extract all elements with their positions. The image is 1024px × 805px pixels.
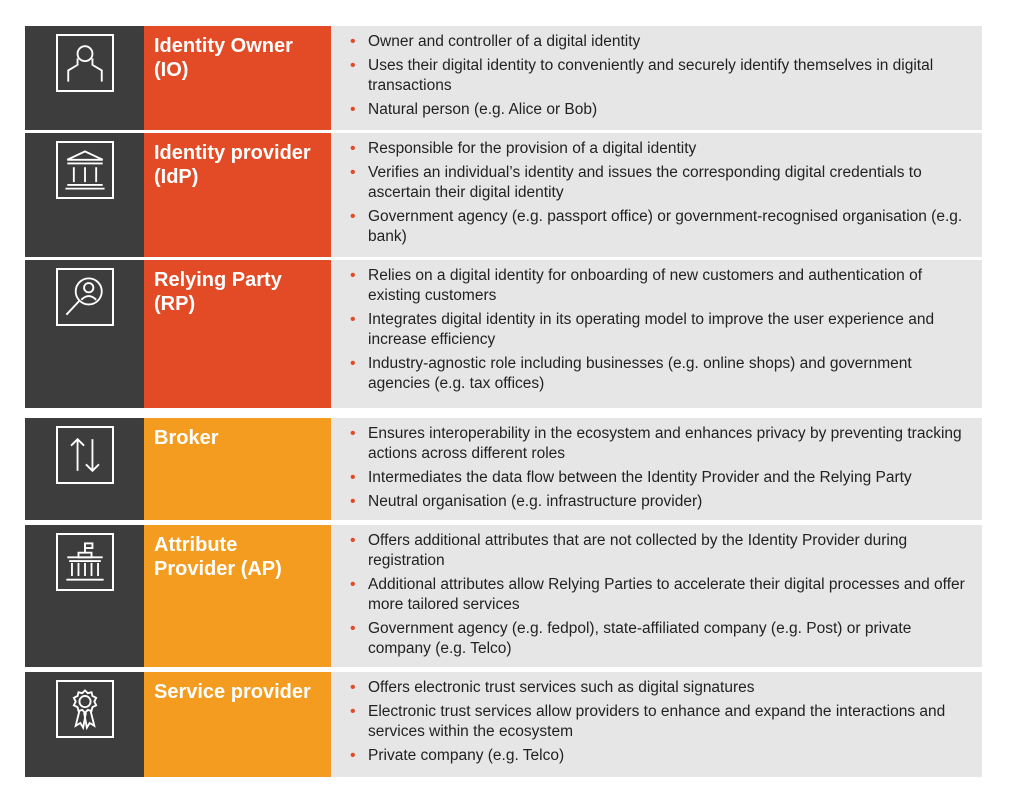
list-item: • Neutral organisation (e.g. infrastructure provider) bbox=[343, 492, 972, 512]
icon-cell bbox=[25, 418, 144, 520]
role-description bbox=[331, 672, 982, 777]
list-item: • Intermediates the data flow between the Identity Provider and the Relying Party bbox=[343, 468, 972, 488]
role-row-broker bbox=[25, 418, 982, 520]
role-description bbox=[331, 133, 982, 257]
list-item: • Responsible for the provision of a digital identity bbox=[343, 139, 972, 159]
flagged-building-icon bbox=[56, 533, 114, 591]
list-item: • Relies on a digital identity for onboarding of new customers and authentication of existing customers bbox=[343, 266, 972, 306]
role-title: Attribute Provider (AP) bbox=[144, 525, 331, 667]
icon-cell bbox=[25, 672, 144, 777]
list-item: • Uses their digital identity to conveniently and securely identify themselves in digital transactions bbox=[343, 56, 972, 96]
role-row-relying-party bbox=[25, 260, 982, 408]
person-icon bbox=[56, 34, 114, 92]
magnifier-person-icon bbox=[56, 268, 114, 326]
role-description bbox=[331, 525, 982, 667]
role-row-service-provider bbox=[25, 672, 982, 777]
role-row-identity-provider bbox=[25, 133, 982, 257]
government-building-icon bbox=[56, 141, 114, 199]
up-down-arrows-icon bbox=[56, 426, 114, 484]
icon-cell bbox=[25, 133, 144, 257]
role-description bbox=[331, 260, 982, 408]
icon-cell bbox=[25, 260, 144, 408]
list-item: • Offers additional attributes that are not collected by the Identity Provider during registration bbox=[343, 531, 972, 571]
role-row-attribute-provider bbox=[25, 525, 982, 667]
role-title: Service provider bbox=[144, 672, 331, 777]
list-item: • Private company (e.g. Telco) bbox=[343, 746, 972, 766]
list-item: • Integrates digital identity in its operating model to improve the user experience and increase efficiency bbox=[343, 310, 972, 350]
role-title: Identity Owner (IO) bbox=[144, 26, 331, 130]
list-item: • Additional attributes allow Relying Parties to accelerate their digital processes and offer more tailored services bbox=[343, 575, 972, 615]
icon-cell bbox=[25, 26, 144, 130]
role-title: Identity provider (IdP) bbox=[144, 133, 331, 257]
role-title: Broker bbox=[144, 418, 331, 520]
icon-cell bbox=[25, 525, 144, 667]
list-item: • Ensures interoperability in the ecosystem and enhances privacy by preventing tracking actions across different roles bbox=[343, 424, 972, 464]
list-item: • Offers electronic trust services such as digital signatures bbox=[343, 678, 972, 698]
list-item: • Natural person (e.g. Alice or Bob) bbox=[343, 100, 972, 120]
role-description bbox=[331, 418, 982, 520]
role-title: Relying Party (RP) bbox=[144, 260, 331, 408]
role-description bbox=[331, 26, 982, 130]
list-item: • Industry-agnostic role including businesses (e.g. online shops) and government agencies (e.g. tax offices) bbox=[343, 354, 972, 394]
list-item: • Government agency (e.g. passport office) or government-recognised organisation (e.g. bank) bbox=[343, 207, 972, 247]
list-item: • Electronic trust services allow providers to enhance and expand the interactions and services within the ecosystem bbox=[343, 702, 972, 742]
list-item: • Government agency (e.g. fedpol), state-affiliated company (e.g. Post) or private company (e.g. Telco) bbox=[343, 619, 972, 659]
list-item: • Owner and controller of a digital identity bbox=[343, 32, 972, 52]
list-item: • Verifies an individual’s identity and issues the corresponding digital credentials to ascertain their digital identity bbox=[343, 163, 972, 203]
role-row-identity-owner bbox=[25, 26, 982, 130]
award-ribbon-icon bbox=[56, 680, 114, 738]
